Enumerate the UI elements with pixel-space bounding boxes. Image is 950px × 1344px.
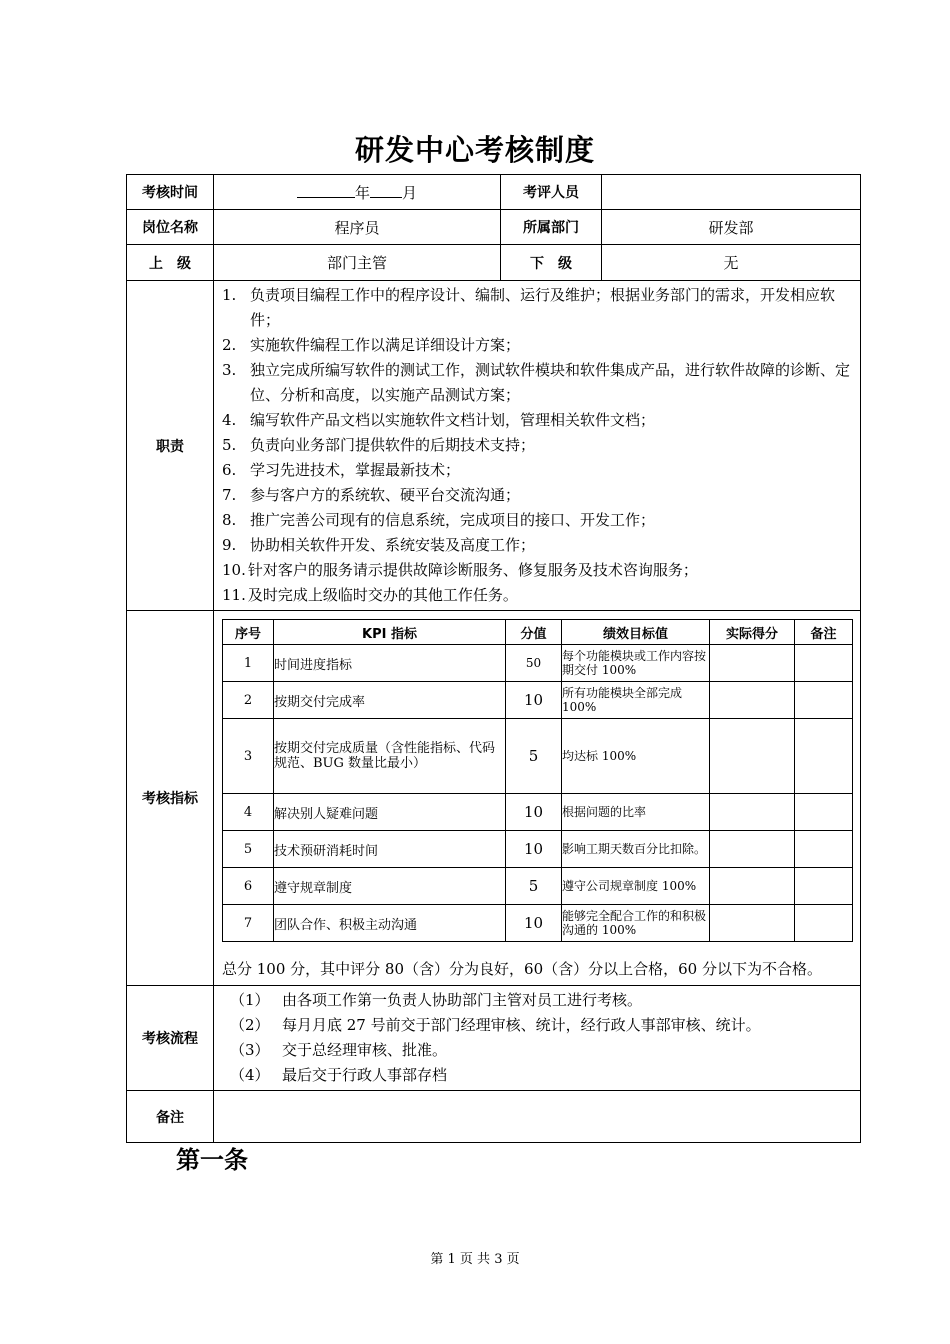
kpi-target: 能够完全配合工作的和积极沟通的 100% — [562, 905, 710, 942]
duty-item: 2. 实施软件编程工作以满足详细设计方案； — [222, 336, 521, 354]
month-label: 月 — [402, 184, 418, 202]
kpi-score: 5 — [506, 719, 562, 794]
kpi-target: 遵守公司规章制度 100% — [562, 868, 710, 905]
duties-list — [214, 281, 861, 611]
remarks-label: 备注 — [127, 1091, 214, 1143]
kpi-target: 每个功能模块或工作内容按期交付 100% — [562, 645, 710, 682]
process-step: （2） 每月月底 27 号前交于部门经理审核、统计，经行政人事部审核、统计。 — [230, 1016, 761, 1034]
duty-item: 3. 独立完成所编写软件的测试工作，测试软件模块和软件集成产品，进行软件故障的诊断、定位、分析和高度，以实施产品测试方案； — [222, 361, 851, 404]
kpi-header-no: 序号 — [223, 620, 274, 645]
kpi-target: 均达标 100% — [562, 719, 710, 794]
kpi-remark-input[interactable] — [795, 682, 853, 719]
position-value: 程序员 — [214, 210, 501, 245]
table-row — [223, 794, 853, 831]
evaluator-label: 考评人员 — [501, 175, 602, 210]
kpi-remark-input[interactable] — [795, 905, 853, 942]
table-row — [223, 682, 853, 719]
year-blank[interactable] — [297, 181, 355, 198]
kpi-section — [214, 611, 861, 986]
process-label: 考核流程 — [127, 986, 214, 1091]
kpi-actual-input[interactable] — [710, 719, 795, 794]
kpi-actual-input[interactable] — [710, 868, 795, 905]
subordinate-value: 无 — [602, 245, 861, 281]
table-row — [223, 645, 853, 682]
dept-value: 研发部 — [602, 210, 861, 245]
kpi-header-indicator: KPI 指标 — [274, 620, 506, 645]
kpi-remark-input[interactable] — [795, 868, 853, 905]
evaluator-field[interactable] — [602, 175, 861, 210]
duty-item: 5. 负责向业务部门提供软件的后期技术支持； — [222, 436, 536, 454]
kpi-no: 2 — [223, 682, 274, 719]
duty-item: 9. 协助相关软件开发、系统安装及高度工作； — [222, 536, 536, 554]
kpi-header-remark: 备注 — [795, 620, 853, 645]
kpi-target: 影响工期天数百分比扣除。 — [562, 831, 710, 868]
duty-item: 4. 编写软件产品文档以实施软件文档计划，管理相关软件文档； — [222, 411, 656, 429]
assess-time-label: 考核时间 — [127, 175, 214, 210]
duties-label: 职责 — [127, 281, 214, 611]
kpi-no: 5 — [223, 831, 274, 868]
kpi-score: 5 — [506, 868, 562, 905]
kpi-actual-input[interactable] — [710, 645, 795, 682]
kpi-target: 所有功能模块全部完成 100% — [562, 682, 710, 719]
process-step: （3） 交于总经理审核、批准。 — [230, 1041, 448, 1059]
kpi-no: 3 — [223, 719, 274, 794]
page-title: 研发中心考核制度 — [354, 133, 595, 167]
article-heading: 第一条 — [176, 1145, 248, 1174]
month-blank[interactable] — [370, 181, 402, 198]
kpi-remark-input[interactable] — [795, 794, 853, 831]
kpi-header-score: 分值 — [506, 620, 562, 645]
kpi-indicator: 按期交付完成率 — [274, 682, 506, 719]
superior-value: 部门主管 — [214, 245, 501, 281]
kpi-header-actual: 实际得分 — [710, 620, 795, 645]
kpi-indicator: 解决别人疑难问题 — [274, 794, 506, 831]
year-label: 年 — [354, 184, 370, 202]
page-footer: 第 1 页 共 3 页 — [430, 1252, 520, 1267]
kpi-score: 10 — [506, 794, 562, 831]
kpi-score: 10 — [506, 682, 562, 719]
position-label: 岗位名称 — [127, 210, 214, 245]
kpi-no: 6 — [223, 868, 274, 905]
table-row — [223, 905, 853, 942]
kpi-target: 根据问题的比率 — [562, 794, 710, 831]
total-score-note: 总分 100 分，其中评分 80（含）分为良好，60（含）分以上合格，60 分以下为不合格。 — [222, 960, 822, 978]
process-step: （1） 由各项工作第一负责人协助部门主管对员工进行考核。 — [230, 991, 643, 1009]
duty-item: 11. 及时完成上级临时交办的其他工作任务。 — [222, 586, 518, 604]
table-row — [223, 831, 853, 868]
process-steps — [214, 986, 861, 1091]
duty-item: 6. 学习先进技术，掌握最新技术； — [222, 461, 461, 479]
process-step: （4） 最后交于行政人事部存档 — [230, 1066, 448, 1084]
kpi-actual-input[interactable] — [710, 794, 795, 831]
kpi-no: 7 — [223, 905, 274, 942]
kpi-actual-input[interactable] — [710, 831, 795, 868]
kpi-header-target: 绩效目标值 — [562, 620, 710, 645]
assess-time-field[interactable] — [214, 175, 501, 210]
table-row — [223, 719, 853, 794]
remarks-field[interactable] — [214, 1091, 861, 1143]
kpi-remark-input[interactable] — [795, 831, 853, 868]
duty-item: 8. 推广完善公司现有的信息系统，完成项目的接口、开发工作； — [222, 511, 656, 529]
kpi-score: 50 — [506, 645, 562, 682]
kpi-indicator: 遵守规章制度 — [274, 868, 506, 905]
kpi-indicator: 团队合作、积极主动沟通 — [274, 905, 506, 942]
kpi-no: 1 — [223, 645, 274, 682]
duty-item: 10. 针对客户的服务请示提供故障诊断服务、修复服务及技术咨询服务； — [222, 561, 698, 579]
table-row — [223, 868, 853, 905]
kpi-score: 10 — [506, 905, 562, 942]
assessment-table — [126, 174, 861, 1143]
kpi-remark-input[interactable] — [795, 719, 853, 794]
duty-item: 7. 参与客户方的系统软、硬平台交流沟通； — [222, 486, 521, 504]
kpi-actual-input[interactable] — [710, 905, 795, 942]
kpi-label: 考核指标 — [127, 611, 214, 986]
kpi-indicator: 时间进度指标 — [274, 645, 506, 682]
kpi-actual-input[interactable] — [710, 682, 795, 719]
kpi-indicator: 按期交付完成质量（含性能指标、代码规范、BUG 数量比最小） — [274, 719, 506, 794]
kpi-indicator: 技术预研消耗时间 — [274, 831, 506, 868]
kpi-remark-input[interactable] — [795, 645, 853, 682]
superior-label: 上 级 — [127, 245, 214, 281]
dept-label: 所属部门 — [501, 210, 602, 245]
duty-item: 1. 负责项目编程工作中的程序设计、编制、运行及维护；根据业务部门的需求，开发相应软件； — [222, 286, 836, 329]
subordinate-label: 下 级 — [501, 245, 602, 281]
kpi-score: 10 — [506, 831, 562, 868]
kpi-table — [222, 619, 853, 942]
kpi-no: 4 — [223, 794, 274, 831]
